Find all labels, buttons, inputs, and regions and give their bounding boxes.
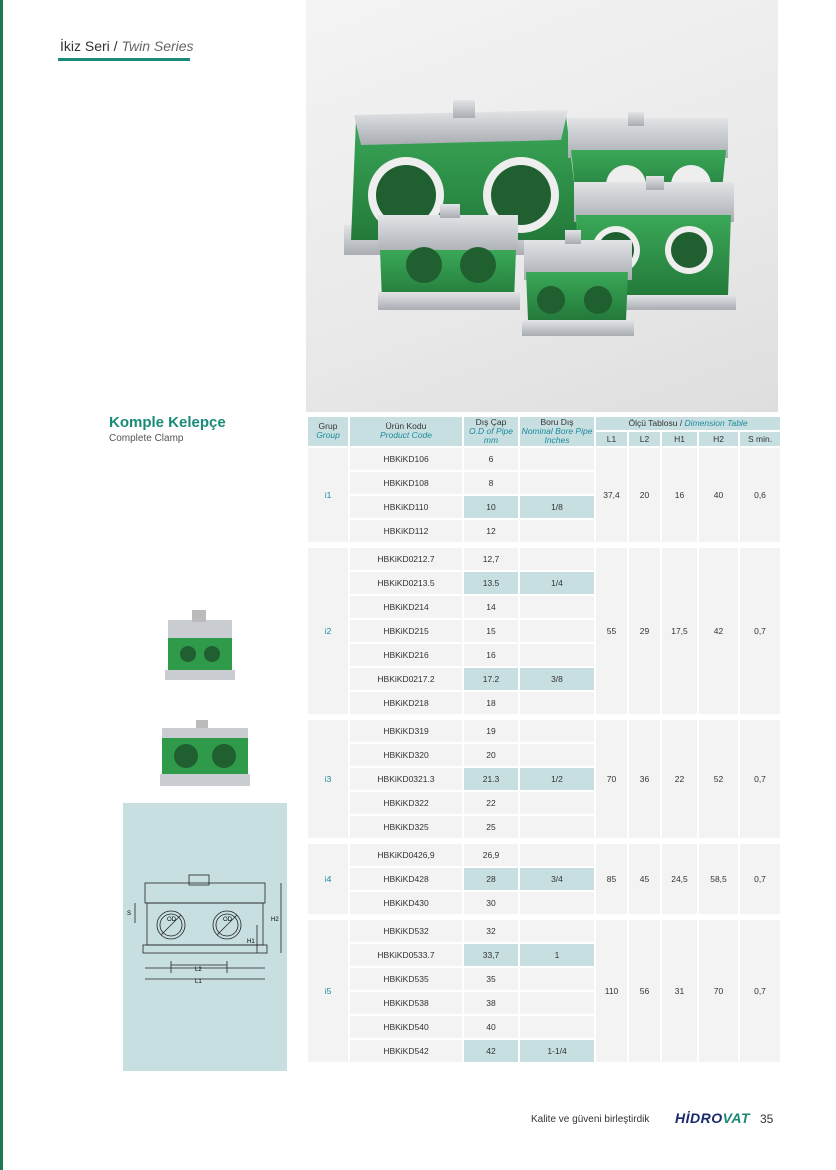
dim-l2-cell: 36	[629, 720, 660, 838]
product-code-cell: HBKiKD322	[350, 792, 462, 814]
nominal-bore-cell	[520, 844, 594, 866]
dim-s-cell: 0,7	[740, 844, 780, 914]
separator-cell	[308, 916, 780, 918]
od-cell: 15	[464, 620, 518, 642]
product-code-cell: HBKiKD0426,9	[350, 844, 462, 866]
group-separator	[308, 916, 780, 918]
page-number: 35	[760, 1112, 774, 1126]
od-cell: 14	[464, 596, 518, 618]
product-code-cell: HBKiKD542	[350, 1040, 462, 1062]
table-row	[308, 448, 780, 470]
dim-l1-cell: 110	[596, 920, 627, 1062]
dim-s-cell: 0,7	[740, 720, 780, 838]
clamp-thumbnail-large	[158, 718, 252, 797]
product-code-cell: HBKiKD214	[350, 596, 462, 618]
nominal-bore-cell	[520, 720, 594, 742]
header-h2: H2	[699, 432, 738, 445]
group-separator	[308, 840, 780, 842]
product-code-cell: HBKiKD0217.2	[350, 668, 462, 690]
nominal-bore-cell	[520, 692, 594, 714]
table-row	[308, 548, 780, 570]
header-dimension-table: Ölçü Tablosu / Dimension Table	[596, 417, 780, 430]
od-cell: 8	[464, 472, 518, 494]
product-code-cell: HBKiKD216	[350, 644, 462, 666]
od-cell: 16	[464, 644, 518, 666]
header-smin: S min.	[740, 432, 780, 445]
series-title: İkiz Seri / Twin Series	[60, 38, 194, 54]
nominal-bore-cell	[520, 992, 594, 1014]
dim-h1-cell: 22	[662, 720, 697, 838]
dim-h2-cell: 52	[699, 720, 738, 838]
group-separator	[308, 716, 780, 718]
product-code-cell: HBKiKD112	[350, 520, 462, 542]
od-cell: 12	[464, 520, 518, 542]
nominal-bore-cell	[520, 548, 594, 570]
od-cell: 42	[464, 1040, 518, 1062]
dim-h2-cell: 58,5	[699, 844, 738, 914]
nominal-bore-cell: 1	[520, 944, 594, 966]
nominal-bore-cell: 1/4	[520, 572, 594, 594]
header-l2: L2	[629, 432, 660, 445]
od-cell: 21.3	[464, 768, 518, 790]
group-separator	[308, 544, 780, 546]
product-code-cell: HBKiKD540	[350, 1016, 462, 1038]
nominal-bore-cell	[520, 472, 594, 494]
nominal-bore-cell	[520, 968, 594, 990]
nominal-bore-cell: 3/8	[520, 668, 594, 690]
dim-l2-cell: 56	[629, 920, 660, 1062]
product-code-cell: HBKiKD430	[350, 892, 462, 914]
product-photo	[306, 0, 778, 412]
od-cell: 30	[464, 892, 518, 914]
drawing-label-s: S	[127, 911, 132, 917]
header-l1: L1	[596, 432, 627, 445]
product-code-cell: HBKiKD428	[350, 868, 462, 890]
separator-cell	[308, 840, 780, 842]
product-subtitle: Complete Clamp	[109, 433, 184, 444]
od-cell: 12,7	[464, 548, 518, 570]
od-cell: 28	[464, 868, 518, 890]
separator-cell	[308, 544, 780, 546]
product-code-cell: HBKiKD218	[350, 692, 462, 714]
od-cell: 35	[464, 968, 518, 990]
dim-l1-cell: 70	[596, 720, 627, 838]
od-cell: 38	[464, 992, 518, 1014]
nominal-bore-cell	[520, 596, 594, 618]
od-cell: 25	[464, 816, 518, 838]
od-cell: 26,9	[464, 844, 518, 866]
drawing-label-od-right: OD	[223, 917, 232, 923]
nominal-bore-cell	[520, 792, 594, 814]
dimension-table	[306, 415, 782, 1064]
group-cell: i2	[308, 548, 348, 714]
dim-l1-cell: 55	[596, 548, 627, 714]
nominal-bore-cell	[520, 448, 594, 470]
table-row	[308, 720, 780, 742]
nominal-bore-cell: 1/8	[520, 496, 594, 518]
dim-l2-cell: 29	[629, 548, 660, 714]
group-cell: i5	[308, 920, 348, 1062]
product-code-cell: HBKiKD320	[350, 744, 462, 766]
nominal-bore-cell	[520, 920, 594, 942]
left-edge-bar	[0, 0, 3, 1170]
od-cell: 22	[464, 792, 518, 814]
dim-h2-cell: 70	[699, 920, 738, 1062]
dim-s-cell: 0,7	[740, 548, 780, 714]
od-cell: 32	[464, 920, 518, 942]
nominal-bore-cell	[520, 1016, 594, 1038]
nominal-bore-cell: 3/4	[520, 868, 594, 890]
drawing-label-h2: H2	[271, 917, 279, 923]
od-cell: 33,7	[464, 944, 518, 966]
product-code-cell: HBKiKD0321.3	[350, 768, 462, 790]
nominal-bore-cell	[520, 644, 594, 666]
od-cell: 40	[464, 1016, 518, 1038]
header-nominal-bore: Boru Dış Nominal Bore Pipe Inches	[521, 417, 593, 445]
dim-l2-cell: 45	[629, 844, 660, 914]
group-cell: i3	[308, 720, 348, 838]
group-cell: i4	[308, 844, 348, 914]
product-code-cell: HBKiKD0533.7	[350, 944, 462, 966]
product-code-cell: HBKiKD325	[350, 816, 462, 838]
brand-logo: HİDROVAT	[675, 1110, 751, 1126]
drawing-label-h1: H1	[247, 939, 255, 945]
product-code-cell: HBKiKD532	[350, 920, 462, 942]
table-body	[308, 448, 780, 1062]
product-title: Komple Kelepçe	[109, 414, 226, 431]
dim-h1-cell: 24,5	[662, 844, 697, 914]
product-code-cell: HBKiKD0212.7	[350, 548, 462, 570]
nominal-bore-cell	[520, 744, 594, 766]
drawing-label-l2: L2	[195, 967, 202, 973]
dim-h1-cell: 17,5	[662, 548, 697, 714]
group-cell: i1	[308, 448, 348, 542]
dim-s-cell: 0,6	[740, 448, 780, 542]
product-code-cell: HBKiKD106	[350, 448, 462, 470]
nominal-bore-cell	[520, 816, 594, 838]
header-product-code: Ürün Kodu Product Code	[350, 417, 462, 446]
nominal-bore-cell: 1-1/4	[520, 1040, 594, 1062]
header-od: Dış Çap O.D of Pipe mm	[464, 417, 518, 446]
separator-cell	[308, 716, 780, 718]
product-code-cell: HBKiKD319	[350, 720, 462, 742]
table-header-row	[308, 417, 780, 430]
od-cell: 6	[464, 448, 518, 470]
table-row	[308, 920, 780, 942]
clamp-thumbnail-small	[160, 606, 240, 691]
product-code-cell: HBKiKD535	[350, 968, 462, 990]
table-row	[308, 844, 780, 866]
header-h1: H1	[662, 432, 697, 445]
product-code-cell: HBKiKD110	[350, 496, 462, 518]
dim-h2-cell: 42	[699, 548, 738, 714]
header-group: Grup Group	[308, 417, 348, 446]
od-cell: 20	[464, 744, 518, 766]
footer-slogan: Kalite ve güveni birleştirdik	[531, 1114, 650, 1125]
drawing-label-od-left: OD	[167, 917, 176, 923]
od-cell: 17.2	[464, 668, 518, 690]
nominal-bore-cell: 1/2	[520, 768, 594, 790]
product-code-cell: HBKiKD108	[350, 472, 462, 494]
product-code-cell: HBKiKD215	[350, 620, 462, 642]
od-cell: 18	[464, 692, 518, 714]
od-cell: 13.5	[464, 572, 518, 594]
product-code-cell: HBKiKD0213.5	[350, 572, 462, 594]
dim-h1-cell: 16	[662, 448, 697, 542]
nominal-bore-cell	[520, 520, 594, 542]
series-underline	[58, 58, 190, 61]
od-cell: 10	[464, 496, 518, 518]
technical-drawing	[123, 803, 287, 1071]
dim-l1-cell: 85	[596, 844, 627, 914]
dim-s-cell: 0,7	[740, 920, 780, 1062]
od-cell: 19	[464, 720, 518, 742]
dim-h1-cell: 31	[662, 920, 697, 1062]
dim-l1-cell: 37,4	[596, 448, 627, 542]
product-code-cell: HBKiKD538	[350, 992, 462, 1014]
nominal-bore-cell	[520, 620, 594, 642]
nominal-bore-cell	[520, 892, 594, 914]
drawing-label-l1: L1	[195, 979, 202, 985]
dim-l2-cell: 20	[629, 448, 660, 542]
dim-h2-cell: 40	[699, 448, 738, 542]
